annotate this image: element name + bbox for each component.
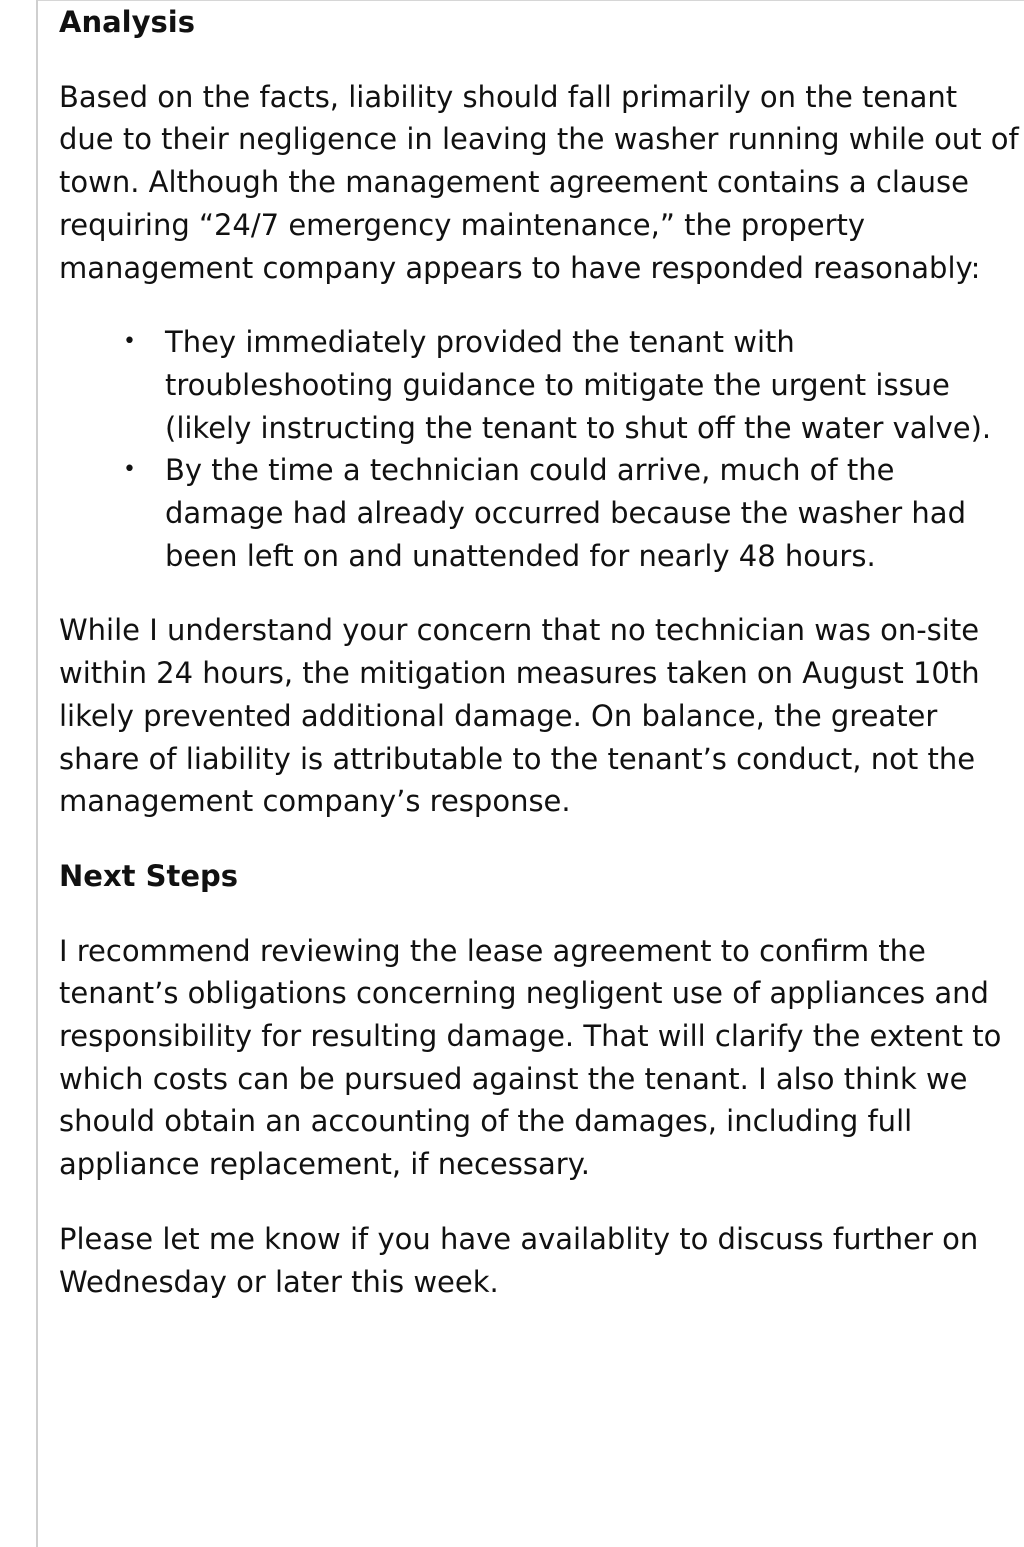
bullet-text: By the time a technician could arrive, much of the damage had already occurred because the washer had been left on and unattended for nearly 48 hours. [165,453,966,573]
bullet-icon: • [123,329,136,355]
list-item [123,321,1019,449]
analysis-paragraph-1: Based on the facts, liability should fall primarily on the tenant due to their negligence in leaving the washer running while out of town. Although the management agreement contains a clause requiring “24/7 emergency maintenance,” the property management company appears to have responded reasonably: [59,79,1019,285]
next-steps-paragraph-2: Please let me know if you have availablity to discuss further on Wednesday or later this week. [59,1221,979,1299]
list-item [123,449,1019,577]
analysis-paragraph-2: While I understand your concern that no technician was on-site within 24 hours, the mitigation measures taken on August 10th likely prevented additional damage. On balance, the greater share of liability is attributable to the tenant’s conduct, not the management company’s response. [59,613,980,819]
bullet-icon: • [123,457,136,483]
email-body [59,0,1019,1303]
analysis-bullet-list [59,321,1019,577]
bullet-text: They immediately provided the tenant with troubleshooting guidance to mitigate the urgent issue (likely instructing the tenant to shut off the water valve). [165,325,992,445]
analysis-heading: Analysis [59,5,195,39]
next-steps-heading: Next Steps [59,858,239,893]
quote-left-border [36,0,38,1547]
next-steps-paragraph-1: I recommend reviewing the lease agreement to confirm the tenant’s obligations concerning negligent use of appliances and responsibility for resulting damage. That will clarify the extent to which costs can be pursued against the tenant. I also think we should obtain an accounting of the damages, including full appliance replacement, if necessary. [59,933,1002,1182]
